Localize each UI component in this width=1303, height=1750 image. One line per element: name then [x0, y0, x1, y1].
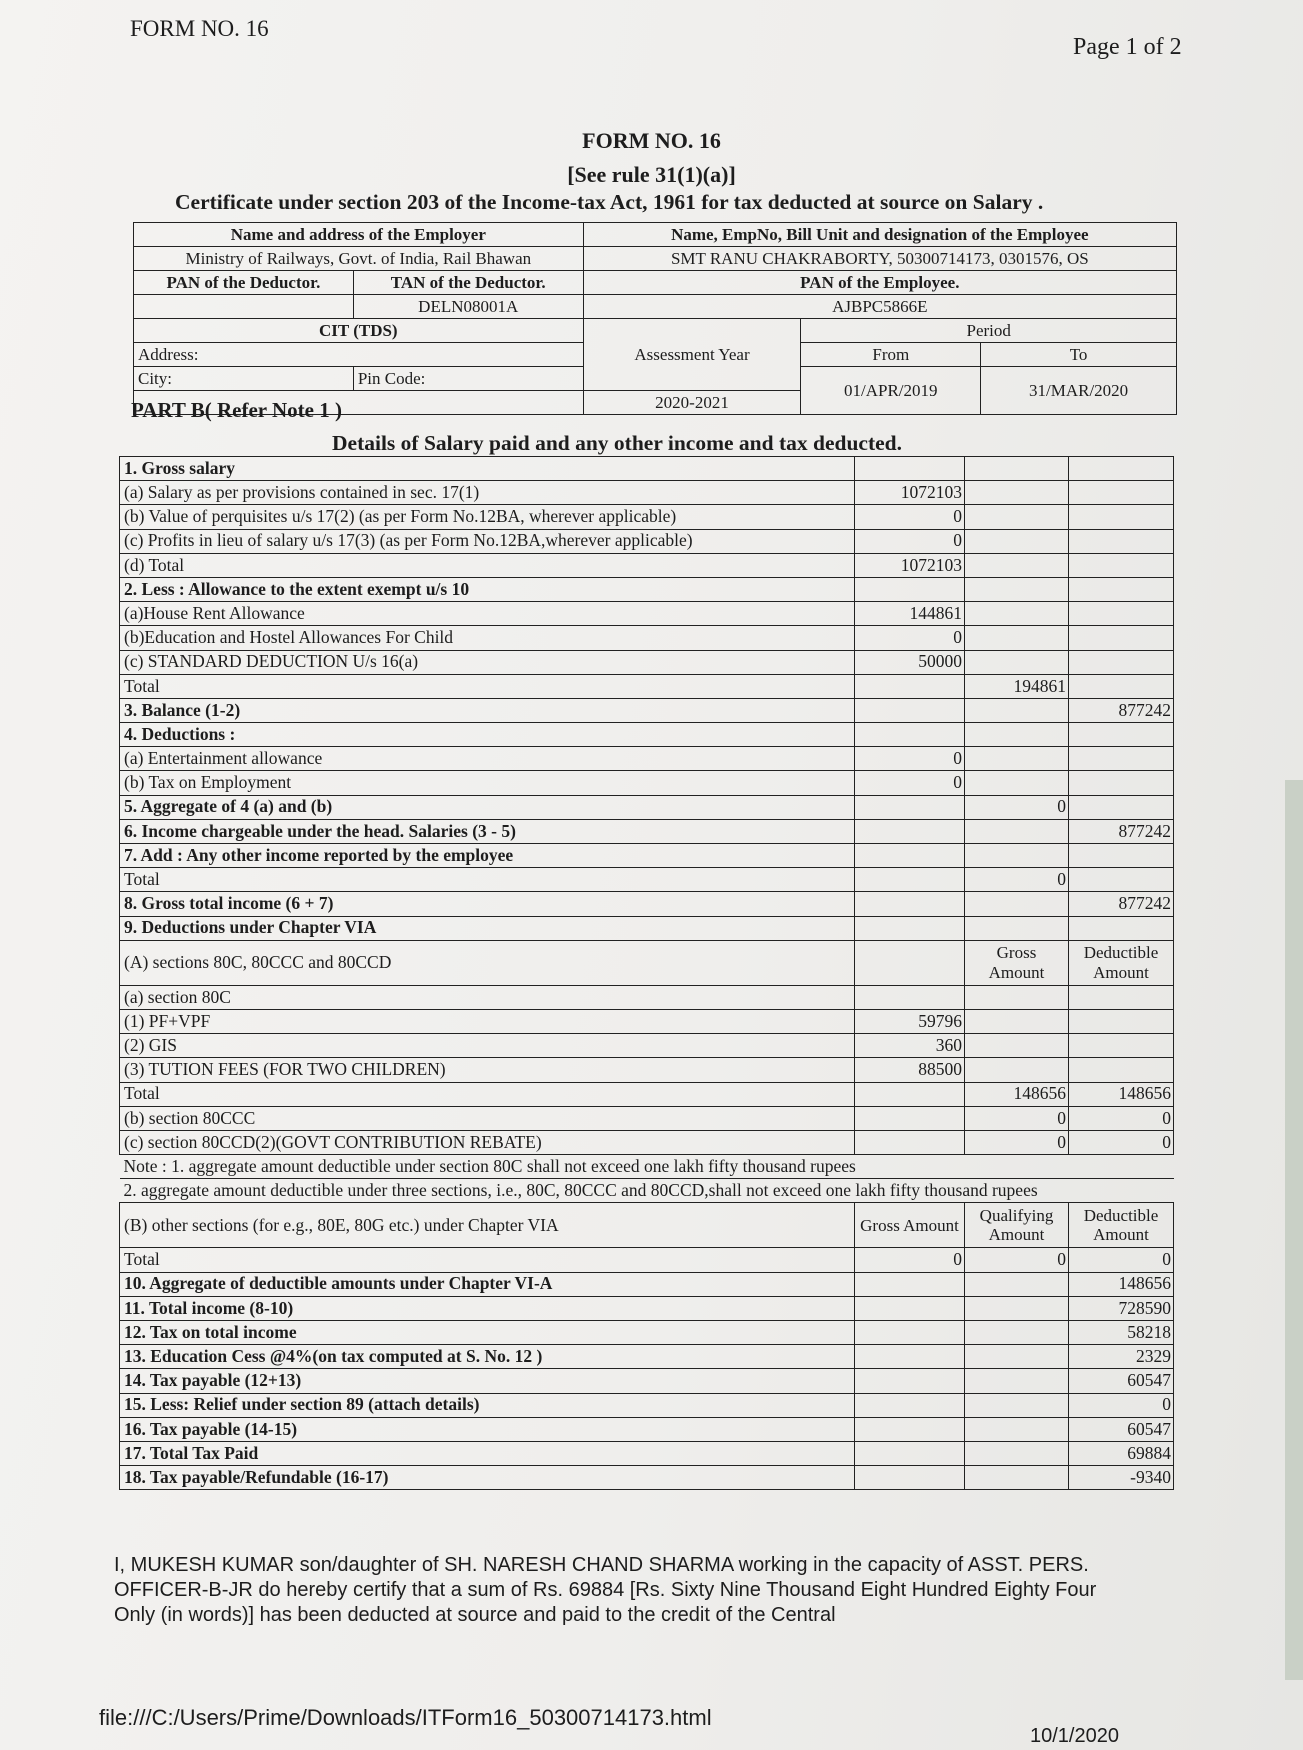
value-col-2 — [965, 529, 1069, 553]
value-col-3: 877242 — [1069, 892, 1174, 916]
value-col-2 — [965, 577, 1069, 601]
value-col-3 — [1069, 795, 1174, 819]
summary-row — [120, 1272, 1174, 1296]
summary-label: 10. Aggregate of deductible amounts under Chapter VI-A — [120, 1272, 855, 1296]
summary-value: 0 — [1069, 1393, 1174, 1417]
value-col-1 — [855, 1130, 965, 1154]
row-label: (1) PF+VPF — [120, 1009, 855, 1033]
row-label: 6. Income chargeable under the head. Salaries (3 - 5) — [120, 819, 855, 843]
salary-row — [120, 723, 1174, 747]
section-a-gross-header: Gross Amount — [965, 940, 1069, 985]
salary-row — [120, 698, 1174, 722]
summary-row — [120, 1321, 1174, 1345]
value-col-2 — [965, 892, 1069, 916]
value-col-1 — [855, 892, 965, 916]
value-col-1 — [855, 844, 965, 868]
tan-deductor-label: TAN of the Deductor. — [353, 271, 583, 295]
to-value: 31/MAR/2020 — [981, 367, 1177, 415]
value-col-3 — [1069, 650, 1174, 674]
summary-value: 69884 — [1069, 1441, 1174, 1465]
row-label: (d) Total — [120, 553, 855, 577]
summary-row — [120, 1393, 1174, 1417]
value-col-2: 0 — [965, 868, 1069, 892]
value-col-1 — [855, 795, 965, 819]
value-col-1: 0 — [855, 529, 965, 553]
value-col-3 — [1069, 553, 1174, 577]
value-col-3 — [1069, 844, 1174, 868]
value-col-3 — [1069, 747, 1174, 771]
value-col-2 — [965, 1009, 1069, 1033]
row-label: 9. Deductions under Chapter VIA — [120, 916, 855, 940]
section-b-total-label: Total — [120, 1248, 855, 1272]
row-label: (b) Value of perquisites u/s 17(2) (as per Form No.12BA, wherever applicable) — [120, 505, 855, 529]
section-80c-row — [120, 1130, 1174, 1154]
value-col-2: 194861 — [965, 674, 1069, 698]
section-80c-row — [120, 985, 1174, 1009]
value-col-2 — [965, 698, 1069, 722]
row-label: 2. Less : Allowance to the extent exempt u/s 10 — [120, 577, 855, 601]
value-col-2 — [965, 650, 1069, 674]
value-col-1: 1072103 — [855, 481, 965, 505]
value-col-1: 1072103 — [855, 553, 965, 577]
value-col-1 — [855, 1082, 965, 1106]
value-col-1: 144861 — [855, 602, 965, 626]
section-80c-row — [120, 1106, 1174, 1130]
summary-row — [120, 1369, 1174, 1393]
value-col-3 — [1069, 457, 1174, 481]
value-col-1 — [855, 698, 965, 722]
header-table — [133, 222, 1177, 415]
value-col-3 — [1069, 1009, 1174, 1033]
summary-blank-1 — [855, 1272, 965, 1296]
salary-row — [120, 771, 1174, 795]
salary-row — [120, 650, 1174, 674]
row-label: (3) TUTION FEES (FOR TWO CHILDREN) — [120, 1058, 855, 1082]
summary-blank-2 — [965, 1369, 1069, 1393]
value-col-3 — [1069, 481, 1174, 505]
from-label: From — [801, 343, 981, 367]
section-b-deductible-header: Deductible Amount — [1069, 1203, 1174, 1248]
value-col-1: 0 — [855, 771, 965, 795]
summary-value: 60547 — [1069, 1417, 1174, 1441]
summary-label: 16. Tax payable (14-15) — [120, 1417, 855, 1441]
summary-value: 148656 — [1069, 1272, 1174, 1296]
form-title: FORM NO. 16 — [582, 128, 721, 153]
section-b-total-deductible: 0 — [1069, 1248, 1174, 1272]
top-left-form-label: FORM NO. 16 — [130, 16, 269, 41]
value-col-2: 148656 — [965, 1082, 1069, 1106]
section-b-total-qualifying: 0 — [965, 1248, 1069, 1272]
value-col-1 — [855, 985, 965, 1009]
value-col-3 — [1069, 626, 1174, 650]
part-b-title: PART B( Refer Note 1 ) — [131, 398, 342, 422]
value-col-3 — [1069, 771, 1174, 795]
value-col-2 — [965, 553, 1069, 577]
summary-value: 728590 — [1069, 1296, 1174, 1320]
salary-row — [120, 481, 1174, 505]
value-col-2 — [965, 916, 1069, 940]
summary-blank-1 — [855, 1441, 965, 1465]
pan-deductor-value — [134, 295, 354, 319]
row-label: (c) section 80CCD(2)(GOVT CONTRIBUTION REBATE) — [120, 1130, 855, 1154]
row-label: 5. Aggregate of 4 (a) and (b) — [120, 795, 855, 819]
value-col-3 — [1069, 529, 1174, 553]
value-col-1 — [855, 868, 965, 892]
summary-row — [120, 1417, 1174, 1441]
summary-blank-2 — [965, 1417, 1069, 1441]
row-label: (a)House Rent Allowance — [120, 602, 855, 626]
city-label: City: — [134, 367, 354, 391]
section-80c-row — [120, 1082, 1174, 1106]
value-col-2: 0 — [965, 795, 1069, 819]
summary-blank-1 — [855, 1393, 965, 1417]
row-label: (b) Tax on Employment — [120, 771, 855, 795]
section-a-deductible-header: Deductible Amount — [1069, 940, 1174, 985]
row-label: (2) GIS — [120, 1034, 855, 1058]
salary-row — [120, 844, 1174, 868]
salary-details-table — [119, 456, 1174, 1490]
pan-employee-value: AJBPC5866E — [583, 295, 1176, 319]
value-col-2 — [965, 723, 1069, 747]
value-col-3 — [1069, 1058, 1174, 1082]
section-80c-row — [120, 1058, 1174, 1082]
value-col-3: 877242 — [1069, 698, 1174, 722]
value-col-1 — [855, 577, 965, 601]
employer-label: Name and address of the Employer — [134, 223, 584, 247]
value-col-1 — [855, 916, 965, 940]
value-col-3: 877242 — [1069, 819, 1174, 843]
section-80c-row — [120, 1009, 1174, 1033]
row-label: (c) STANDARD DEDUCTION U/s 16(a) — [120, 650, 855, 674]
form-rule: [See rule 31(1)(a)] — [567, 162, 736, 187]
address-label: Address: — [134, 343, 584, 367]
value-col-1 — [855, 674, 965, 698]
to-label: To — [981, 343, 1177, 367]
section-b-total-gross: 0 — [855, 1248, 965, 1272]
details-title: Details of Salary paid and any other income and tax deducted. — [332, 431, 902, 455]
row-label: 8. Gross total income (6 + 7) — [120, 892, 855, 916]
value-col-1 — [855, 457, 965, 481]
row-label: (a) Salary as per provisions contained in sec. 17(1) — [120, 481, 855, 505]
row-label: (b) section 80CCC — [120, 1106, 855, 1130]
pan-deductor-label: PAN of the Deductor. — [134, 271, 354, 295]
value-col-1: 0 — [855, 747, 965, 771]
value-col-2: 0 — [965, 1106, 1069, 1130]
page-number: Page 1 of 2 — [1073, 34, 1182, 60]
row-label: 4. Deductions : — [120, 723, 855, 747]
summary-blank-2 — [965, 1296, 1069, 1320]
section-a-label: (A) sections 80C, 80CCC and 80CCD — [120, 940, 855, 985]
summary-blank-1 — [855, 1296, 965, 1320]
row-label: 1. Gross salary — [120, 457, 855, 481]
summary-value: -9340 — [1069, 1466, 1174, 1490]
summary-blank-1 — [855, 1321, 965, 1345]
row-label: (a) Entertainment allowance — [120, 747, 855, 771]
value-col-2 — [965, 457, 1069, 481]
file-path: file:///C:/Users/Prime/Downloads/ITForm16_50300714173.html — [99, 1705, 712, 1730]
value-col-3 — [1069, 1034, 1174, 1058]
value-col-3 — [1069, 674, 1174, 698]
salary-row — [120, 819, 1174, 843]
summary-value: 2329 — [1069, 1345, 1174, 1369]
summary-label: 13. Education Cess @4%(on tax computed at S. No. 12 ) — [120, 1345, 855, 1369]
assessment-year-label: Assessment Year — [583, 319, 801, 391]
from-value: 01/APR/2019 — [801, 367, 981, 415]
section-a-blank — [855, 940, 965, 985]
value-col-3 — [1069, 723, 1174, 747]
summary-label: 14. Tax payable (12+13) — [120, 1369, 855, 1393]
period-label: Period — [801, 319, 1177, 343]
value-col-2 — [965, 1058, 1069, 1082]
section-b-gross-header: Gross Amount — [855, 1203, 965, 1248]
section-b-qualifying-header: Qualifying Amount — [965, 1203, 1069, 1248]
section-b-label: (B) other sections (for e.g., 80E, 80G etc.) under Chapter VIA — [120, 1203, 855, 1248]
value-col-2 — [965, 747, 1069, 771]
row-label: 7. Add : Any other income reported by the employee — [120, 844, 855, 868]
background-strip — [1285, 780, 1303, 1680]
value-col-3 — [1069, 505, 1174, 529]
value-col-2 — [965, 481, 1069, 505]
value-col-1 — [855, 1106, 965, 1130]
salary-row — [120, 674, 1174, 698]
value-col-3 — [1069, 868, 1174, 892]
value-col-2 — [965, 602, 1069, 626]
value-col-2 — [965, 1034, 1069, 1058]
summary-label: 18. Tax payable/Refundable (16-17) — [120, 1466, 855, 1490]
value-col-1: 0 — [855, 505, 965, 529]
pin-code-label: Pin Code: — [353, 367, 583, 391]
summary-blank-2 — [965, 1321, 1069, 1345]
salary-row — [120, 916, 1174, 940]
salary-row — [120, 795, 1174, 819]
salary-row — [120, 868, 1174, 892]
salary-row — [120, 457, 1174, 481]
summary-blank-2 — [965, 1466, 1069, 1490]
summary-blank-1 — [855, 1369, 965, 1393]
value-col-2 — [965, 844, 1069, 868]
note-1: Note : 1. aggregate amount deductible under section 80C shall not exceed one lakh fifty thousand rupees — [120, 1155, 1174, 1179]
value-col-3 — [1069, 985, 1174, 1009]
salary-row — [120, 602, 1174, 626]
summary-label: 17. Total Tax Paid — [120, 1441, 855, 1465]
employee-value: SMT RANU CHAKRABORTY, 50300714173, 0301576, OS — [583, 247, 1176, 271]
value-col-1: 59796 — [855, 1009, 965, 1033]
summary-value: 60547 — [1069, 1369, 1174, 1393]
value-col-1 — [855, 723, 965, 747]
salary-row — [120, 505, 1174, 529]
value-col-1: 88500 — [855, 1058, 965, 1082]
section-80c-row — [120, 1034, 1174, 1058]
summary-blank-1 — [855, 1345, 965, 1369]
summary-blank-1 — [855, 1466, 965, 1490]
value-col-3: 0 — [1069, 1130, 1174, 1154]
salary-row — [120, 747, 1174, 771]
tan-value: DELN08001A — [353, 295, 583, 319]
value-col-2: 0 — [965, 1130, 1069, 1154]
row-label: 3. Balance (1-2) — [120, 698, 855, 722]
value-col-2 — [965, 771, 1069, 795]
row-label: Total — [120, 868, 855, 892]
value-col-1: 0 — [855, 626, 965, 650]
employer-value: Ministry of Railways, Govt. of India, Rail Bhawan — [134, 247, 584, 271]
summary-blank-2 — [965, 1393, 1069, 1417]
assessment-year-value: 2020-2021 — [583, 391, 801, 415]
row-label: (a) section 80C — [120, 985, 855, 1009]
value-col-2 — [965, 985, 1069, 1009]
summary-row — [120, 1466, 1174, 1490]
summary-row — [120, 1441, 1174, 1465]
print-date: 10/1/2020 — [1030, 1725, 1119, 1747]
salary-row — [120, 529, 1174, 553]
certificate-title: Certificate under section 203 of the Income-tax Act, 1961 for tax deducted at source on Salary . — [175, 190, 1044, 214]
salary-row — [120, 577, 1174, 601]
value-col-3 — [1069, 916, 1174, 940]
row-label: Total — [120, 1082, 855, 1106]
summary-blank-1 — [855, 1417, 965, 1441]
value-col-3: 148656 — [1069, 1082, 1174, 1106]
row-label: Total — [120, 674, 855, 698]
employee-label: Name, EmpNo, Bill Unit and designation of the Employee — [583, 223, 1176, 247]
value-col-3 — [1069, 602, 1174, 626]
summary-blank-2 — [965, 1441, 1069, 1465]
summary-row — [120, 1296, 1174, 1320]
summary-label: 12. Tax on total income — [120, 1321, 855, 1345]
value-col-1: 50000 — [855, 650, 965, 674]
salary-row — [120, 892, 1174, 916]
certificate-text: I, MUKESH KUMAR son/daughter of SH. NARESH CHAND SHARMA working in the capacity of ASST. PERS. OFFICER-B-JR do hereby certify that a sum of Rs. 69884 [Rs. Sixty Nine Thousand Eight Hundred Eighty Four Only (in words)] has been deducted at source and paid to the credit of the Central — [114, 1554, 1097, 1626]
summary-label: 11. Total income (8-10) — [120, 1296, 855, 1320]
pan-employee-label: PAN of the Employee. — [583, 271, 1176, 295]
salary-row — [120, 626, 1174, 650]
row-label: (c) Profits in lieu of salary u/s 17(3) (as per Form No.12BA,wherever applicable) — [120, 529, 855, 553]
summary-blank-2 — [965, 1272, 1069, 1296]
value-col-1: 360 — [855, 1034, 965, 1058]
summary-value: 58218 — [1069, 1321, 1174, 1345]
value-col-2 — [965, 626, 1069, 650]
salary-row — [120, 553, 1174, 577]
summary-row — [120, 1345, 1174, 1369]
value-col-3 — [1069, 577, 1174, 601]
value-col-2 — [965, 819, 1069, 843]
value-col-2 — [965, 505, 1069, 529]
note-2: 2. aggregate amount deductible under three sections, i.e., 80C, 80CCC and 80CCD,shall not exceed one lakh fifty thousand rupees — [120, 1179, 1174, 1203]
value-col-1 — [855, 819, 965, 843]
summary-label: 15. Less: Relief under section 89 (attach details) — [120, 1393, 855, 1417]
summary-blank-2 — [965, 1345, 1069, 1369]
value-col-3: 0 — [1069, 1106, 1174, 1130]
row-label: (b)Education and Hostel Allowances For Child — [120, 626, 855, 650]
cit-label: CIT (TDS) — [134, 319, 584, 343]
